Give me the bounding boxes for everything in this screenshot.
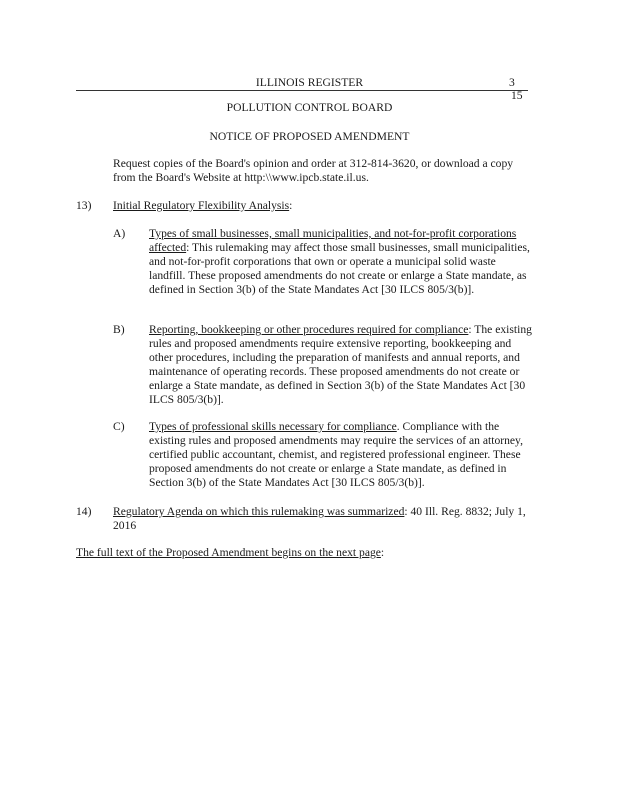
item-14-text: : 40 Ill. Reg. 8832; July 1, 2016 — [113, 505, 526, 532]
item-13-number: 13) — [76, 199, 92, 212]
subitem-b-letter: B) — [113, 323, 125, 336]
item-14-body — [113, 505, 535, 533]
item-13-heading — [113, 199, 292, 213]
full-text-note — [76, 546, 384, 560]
subitem-b-heading: Reporting, bookkeeping or other procedures required for compliance — [149, 323, 469, 336]
subitem-b-body — [149, 323, 534, 407]
full-text-suffix: : — [380, 546, 385, 559]
subitem-a-text: : This rulemaking may affect those small businesses, small municipalities, and not-for-profit corporations that own or operate a municipal solid waste landfill. These proposed amendments do not create or enlarge a State mandate, as defined in Section 3(b) of the State Mandates Act [30 ILCS 805/3(b)]. — [149, 241, 530, 296]
subitem-c-heading: Types of professional skills necessary for compliance — [149, 420, 397, 433]
sub-page-number: 15 — [511, 89, 523, 102]
notice-title: NOTICE OF PROPOSED AMENDMENT — [209, 130, 410, 143]
subitem-b-text: : The existing rules and proposed amendments require extensive reporting, bookkeeping and other procedures, including the preparation of manifests and annual reports, and maintenance of operating records. These proposed amendments do not create or enlarge a State mandate, as defined in Section 3(b) of the State Mandates Act [30 ILCS 805/3(b)]. — [149, 323, 532, 406]
register-title: ILLINOIS REGISTER — [255, 76, 364, 89]
subitem-a-heading: Types of small businesses, small municipalities, and not-for-profit corporations affected — [149, 227, 517, 254]
subitem-c-text: . Compliance with the existing rules and proposed amendments may require the services of an attorney, certified public accountant, chemist, and registered professional engineer. These proposed amendments do not create or enlarge a State mandate, as defined in Section 3(b) of the State Mandates Act [30 ILCS 805/3(b)]. — [149, 420, 523, 489]
subitem-c-letter: C) — [113, 420, 125, 433]
agency-name: POLLUTION CONTROL BOARD — [226, 101, 393, 114]
item-13-heading-text: Initial Regulatory Flexibility Analysis — [113, 199, 290, 212]
item-14-heading: Regulatory Agenda on which this rulemaking was summarized — [113, 505, 405, 518]
item-13-heading-suffix: : — [289, 199, 293, 212]
full-text-label: The full text of the Proposed Amendment begins on the next page — [76, 546, 381, 559]
header-rule — [76, 90, 528, 91]
subitem-a-body — [149, 227, 534, 297]
page-number: 3 — [509, 76, 515, 89]
subitem-a-letter: A) — [113, 227, 126, 240]
request-copies-paragraph: Request copies of the Board's opinion and order at 312-814-3620, or download a copy from the Board's Website at http:\\www.ipcb.state.il.us. — [113, 157, 514, 184]
item-14-number: 14) — [76, 505, 92, 518]
subitem-c-body — [149, 420, 534, 490]
